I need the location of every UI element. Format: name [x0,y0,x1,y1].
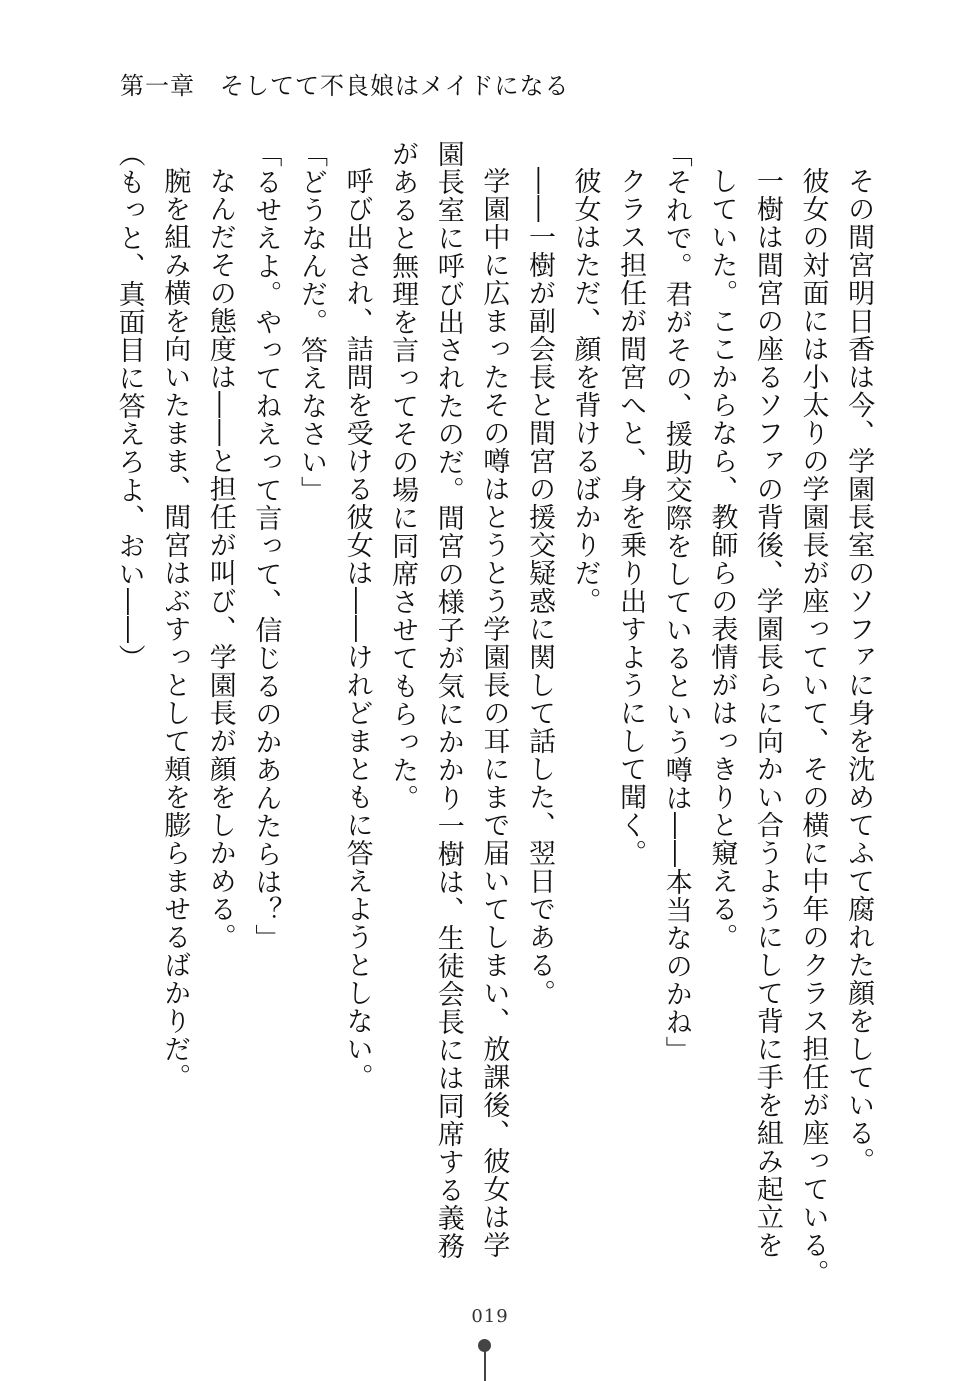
text-line: なんだその態度は――と担任が叫び、学園長が顔をしかめる。 [204,167,236,951]
folio-line-ornament [484,1350,486,1381]
text-line: 一樹は間宮の座るソファの背後、学園長らに向かい合うようにして背に手を組み起立を [751,167,783,1259]
body-text [106,140,881,1287]
text-line: 学園中に広まったその噂はとうとう学園長の耳にまで届いてしまい、放課後、彼女は学 [478,167,510,1259]
thought-line: （もっと、真面目に答えろよ、おい――） [113,140,145,672]
dialogue-line: 「どうなんだ。答えなさい」 [295,140,327,504]
text-line: 腕を組み横を向いたまま、間宮はぶすっとして頬を膨らませるばかりだ。 [159,167,191,1091]
text-line: その間宮明日香は今、学園長室のソファに身を沈めてふて腐れた顔をしている。 [843,167,875,1175]
dialogue-line: 「それで。君がその、援助交際をしているという噂は――本当なのかね」 [660,140,692,1064]
text-line: クラス担任が間宮へと、身を乗り出すようにして聞く。 [615,167,647,867]
chapter-header: 第一章 そしてて不良娘はメイドになる [120,72,570,100]
text-line: 彼女はただ、顔を背けるばかりだ。 [569,167,601,615]
text-line: 呼び出され、詰問を受ける彼女は――けれどまともに答えようとしない。 [341,167,373,1091]
text-line: 彼女の対面には小太りの学園長が座っていて、その横に中年のクラス担任が座っている。 [797,167,829,1287]
dialogue-line: 「るせえよ。やってねえって言って、信じるのかあんたらは？」 [250,140,282,952]
text-line: ――一樹が副会長と間宮の援交疑惑に関して話した、翌日である。 [523,167,555,1007]
text-line: 園長室に呼び出されたのだ。間宮の様子が気にかかり一樹は、生徒会長には同席する義務 [432,140,464,1260]
page-number: 019 [471,1306,509,1327]
text-line: があると無理を言ってその場に同席させてもらった。 [387,140,419,812]
text-line: していた。ここからなら、教師らの表情がはっきりと窺える。 [706,167,738,951]
